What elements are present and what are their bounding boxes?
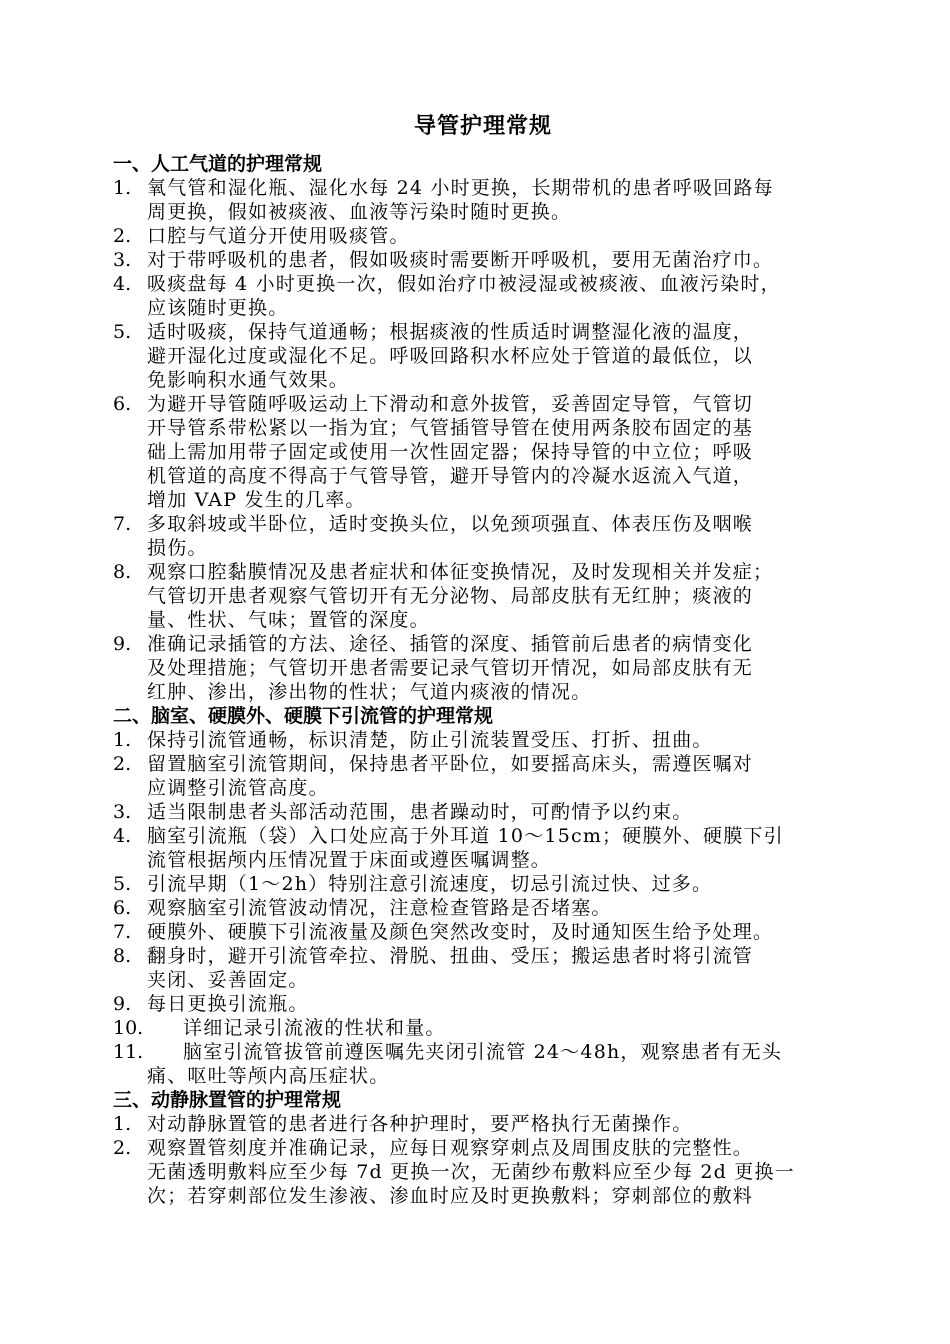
item-number: 1. <box>113 729 132 751</box>
list-item <box>113 1136 853 1208</box>
list-item <box>113 872 853 896</box>
item-line: 适时吸痰，保持气道通畅；根据痰液的性质适时调整湿化液的温度， <box>147 321 754 343</box>
item-number: 7. <box>113 921 132 943</box>
list-item <box>113 272 853 320</box>
item-line: 及处理措施；气管切开患者需要记录气管切开情况，如局部皮肤有无 <box>147 657 754 679</box>
item-line: 准确记录插管的方法、途径、插管的深度、插管前后患者的病情变化 <box>147 633 754 655</box>
item-line: 开导管系带松紧以一指为宜；气管插管导管在使用两条胶布固定的基 <box>147 417 754 439</box>
item-line: 无菌透明敷料应至少每 7d 更换一次，无菌纱布敷料应至少每 2d 更换一 <box>147 1161 795 1183</box>
list-item <box>113 512 853 560</box>
item-line: 吸痰盘每 4 小时更换一次，假如治疗巾被浸湿或被痰液、血液污染时， <box>147 273 781 295</box>
item-line: 观察置管刻度并准确记录，应每日观察穿刺点及周围皮肤的完整性。 <box>147 1137 754 1159</box>
item-number: 5. <box>113 873 132 895</box>
list-item <box>113 248 853 272</box>
list-item <box>113 320 853 392</box>
list-item <box>113 1040 853 1088</box>
list-item <box>113 1016 853 1040</box>
item-line: 保持引流管通畅，标识清楚，防止引流装置受压、打折、扭曲。 <box>147 729 713 751</box>
section-artificial-airway <box>113 152 853 704</box>
document-title: 导管护理常规 <box>413 114 552 139</box>
list-item <box>113 920 853 944</box>
section-ventricular-drainage <box>113 704 853 1088</box>
item-line: 次；若穿刺部位发生渗液、渗血时应及时更换敷料；穿刺部位的敷料 <box>147 1185 754 1207</box>
item-line: 应调整引流管高度。 <box>147 777 329 799</box>
item-number: 10. <box>113 1017 144 1039</box>
item-line: 口腔与气道分开使用吸痰管。 <box>147 225 410 247</box>
item-number: 2. <box>113 225 132 247</box>
section-heading: 二、脑室、硬膜外、硬膜下引流管的护理常规 <box>113 705 494 727</box>
item-line: 观察口腔黏膜情况及患者症状和体征变换情况，及时发现相关并发症； <box>147 561 774 583</box>
list-item <box>113 632 853 704</box>
list-item <box>113 1112 853 1136</box>
item-line: 气管切开患者观察气管切开有无分泌物、局部皮肤有无红肿；痰液的 <box>147 585 754 607</box>
list-item <box>113 176 853 224</box>
item-line: 免影响积水通气效果。 <box>147 369 350 391</box>
item-line: 多取斜坡或半卧位，适时变换头位，以免颈项强直、体表压伤及咽喉 <box>147 513 754 535</box>
item-number: 7. <box>113 513 132 535</box>
item-number: 6. <box>113 897 132 919</box>
list-item <box>113 728 853 752</box>
list-item <box>113 560 853 632</box>
item-line: 增加 VAP 发生的几率。 <box>147 489 366 511</box>
section-heading: 一、人工气道的护理常规 <box>113 153 323 175</box>
item-line: 红肿、渗出，渗出物的性状；气道内痰液的情况。 <box>147 681 592 703</box>
item-line: 详细记录引流液的性状和量。 <box>183 1017 446 1039</box>
item-number: 1. <box>113 1113 132 1135</box>
item-line: 对动静脉置管的患者进行各种护理时，要严格执行无菌操作。 <box>147 1113 693 1135</box>
item-line: 应该随时更换。 <box>147 297 289 319</box>
item-number: 4. <box>113 273 132 295</box>
item-line: 翻身时，避开引流管牵拉、滑脱、扭曲、受压；搬运患者时将引流管 <box>147 945 754 967</box>
item-number: 4. <box>113 825 132 847</box>
item-number: 2. <box>113 1137 132 1159</box>
item-line: 留置脑室引流管期间，保持患者平卧位，如要摇高床头，需遵医嘱对 <box>147 753 754 775</box>
item-line: 氧气管和湿化瓶、湿化水每 24 小时更换，长期带机的患者呼吸回路每 <box>147 177 774 199</box>
section-heading: 三、动静脉置管的护理常规 <box>113 1089 342 1111</box>
item-line: 对于带呼吸机的患者，假如吸痰时需要断开呼吸机，要用无菌治疗巾。 <box>147 249 774 271</box>
item-line: 为避开导管随呼吸运动上下滑动和意外拔管，妥善固定导管，气管切 <box>147 393 754 415</box>
item-line: 引流早期（1～2h）特别注意引流速度，切忌引流过快、过多。 <box>147 873 713 895</box>
item-line: 每日更换引流瓶。 <box>147 993 309 1015</box>
item-line: 夹闭、妥善固定。 <box>147 969 309 991</box>
item-line: 适当限制患者头部活动范围，患者躁动时，可酌情予以约束。 <box>147 801 693 823</box>
item-line: 机管道的高度不得高于气管导管，避开导管内的冷凝水返流入气道， <box>147 465 754 487</box>
item-number: 1. <box>113 177 132 199</box>
item-line: 脑室引流瓶（袋）入口处应高于外耳道 10～15cm；硬膜外、硬膜下引 <box>147 825 784 847</box>
item-number: 9. <box>113 993 132 1015</box>
item-number: 6. <box>113 393 132 415</box>
item-line: 周更换，假如被痰液、血液等污染时随时更换。 <box>147 201 572 223</box>
list-item <box>113 800 853 824</box>
item-line: 痛、呕吐等颅内高压症状。 <box>147 1065 390 1087</box>
item-line: 观察脑室引流管波动情况，注意检查管路是否堵塞。 <box>147 897 612 919</box>
item-line: 流管根据颅内压情况置于床面或遵医嘱调整。 <box>147 849 552 871</box>
list-item <box>113 992 853 1016</box>
item-number: 2. <box>113 753 132 775</box>
list-item <box>113 824 853 872</box>
item-line: 础上需加用带子固定或使用一次性固定器；保持导管的中立位；呼吸 <box>147 441 754 463</box>
item-number: 5. <box>113 321 132 343</box>
item-line: 量、性状、气味；置管的深度。 <box>147 609 430 631</box>
list-item <box>113 392 853 512</box>
list-item <box>113 944 853 992</box>
list-item <box>113 896 853 920</box>
list-item <box>113 752 853 800</box>
item-line: 避开湿化过度或湿化不足。呼吸回路积水杯应处于管道的最低位，以 <box>147 345 754 367</box>
item-line: 脑室引流管拔管前遵医嘱先夹闭引流管 24～48h，观察患者有无头 <box>183 1041 783 1063</box>
list-item <box>113 224 853 248</box>
item-number: 8. <box>113 561 132 583</box>
item-number: 3. <box>113 249 132 271</box>
item-line: 硬膜外、硬膜下引流液量及颜色突然改变时，及时通知医生给予处理。 <box>147 921 774 943</box>
section-arteriovenous-catheter <box>113 1088 853 1208</box>
document-page <box>113 112 853 1208</box>
item-number: 8. <box>113 945 132 967</box>
item-number: 11. <box>113 1041 144 1063</box>
item-number: 9. <box>113 633 132 655</box>
item-line: 损伤。 <box>147 537 208 559</box>
item-number: 3. <box>113 801 132 823</box>
